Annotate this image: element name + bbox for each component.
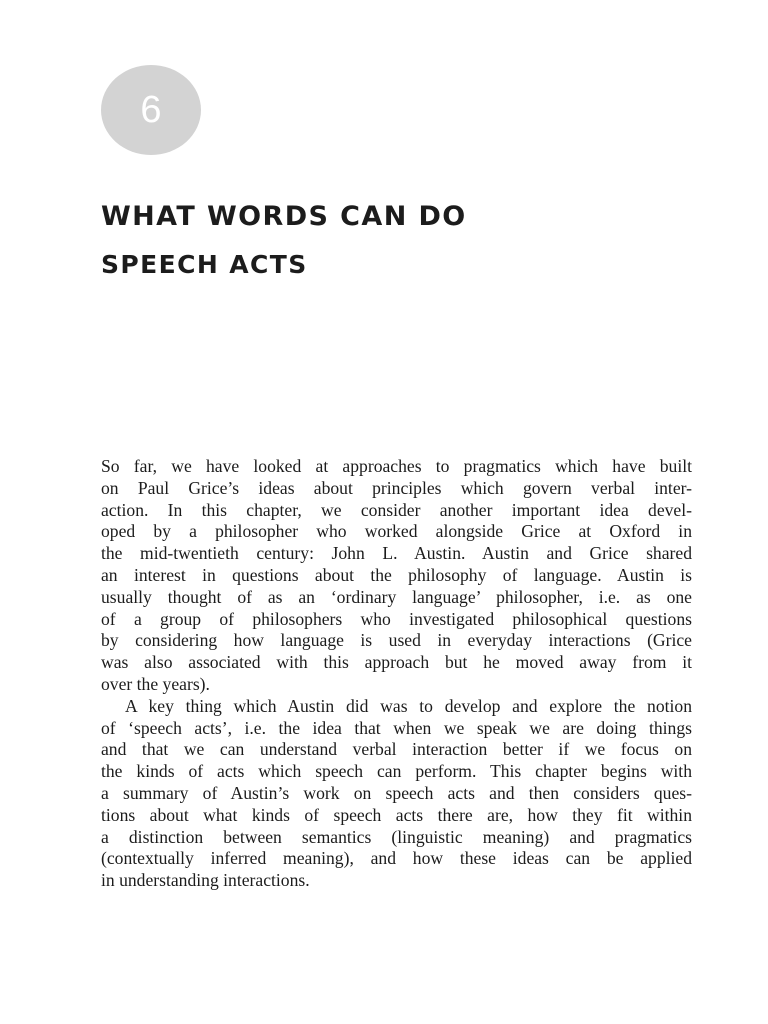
text-line: oped by a philosopher who worked alongside Grice at Oxford in (101, 521, 692, 542)
text-line: usually thought of as an ‘ordinary language’ philosopher, i.e. as one (101, 586, 692, 607)
text-line: a summary of Austin’s work on speech acts and then considers ques- (101, 782, 692, 803)
text-line: of a group of philosophers who investigated philosophical questions (101, 608, 692, 629)
chapter-number-badge (101, 65, 201, 155)
text-line: on Paul Grice’s ideas about principles which govern verbal inter- (101, 477, 692, 498)
text-line: So far, we have looked at approaches to pragmatics which have built (101, 456, 692, 476)
text-line: (contextually inferred meaning), and how these ideas can be applied (101, 848, 692, 869)
text-line: of ‘speech acts’, i.e. the idea that when we speak we are doing things (101, 717, 692, 738)
chapter-title: WHAT WORDS CAN DO (101, 201, 467, 232)
text-line: A key thing which Austin did was to develop and explore the notion (125, 695, 692, 716)
text-line: in understanding interactions. (101, 870, 310, 891)
chapter-number: 6 (140, 89, 162, 131)
text-line: by considering how language is used in everyday interactions (Grice (101, 630, 692, 651)
text-line: a distinction between semantics (linguistic meaning) and pragmatics (101, 826, 692, 847)
text-line: the mid-twentieth century: John L. Austin. Austin and Grice shared (101, 543, 692, 564)
text-line: over the years). (101, 673, 210, 694)
text-line: action. In this chapter, we consider another important idea devel- (101, 499, 692, 520)
text-line: and that we can understand verbal interaction better if we focus on (101, 739, 692, 760)
paragraph-2 (101, 696, 692, 892)
text-line: tions about what kinds of speech acts there are, how they fit within (101, 804, 692, 825)
text-line: the kinds of acts which speech can perform. This chapter begins with (101, 761, 692, 782)
text-line: an interest in questions about the philosophy of language. Austin is (101, 564, 692, 585)
paragraph-1 (101, 456, 692, 696)
chapter-subtitle: SPEECH ACTS (101, 250, 308, 279)
text-line: was also associated with this approach but he moved away from it (101, 652, 692, 673)
chapter-body (101, 456, 692, 892)
